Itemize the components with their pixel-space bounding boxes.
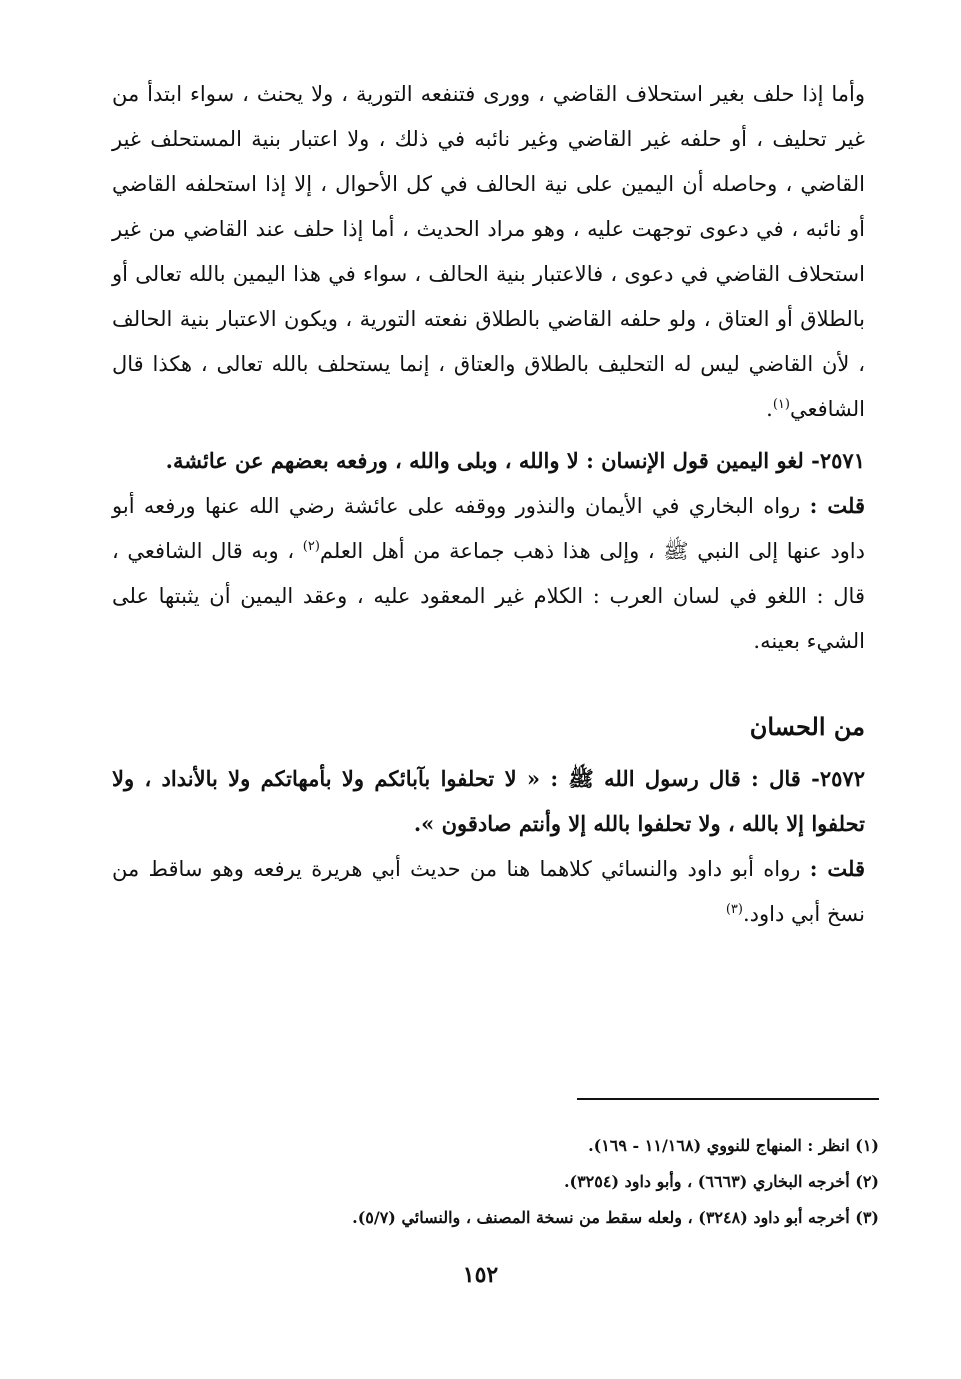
commentary-2571-text-b: ، وبه قال الشافعي ، قال : اللغو في لسان العرب : الكلام غير المعقود عليه ، وعقد اليمين أن يثبتها على الشيء بعينه. xyxy=(112,539,865,653)
commentary-2571-text-a: رواه البخاري في الأيمان والنذور ووقفه على عائشة رضي الله عنها ورفعه أبو داود عنها إلى النبي ﷺ ، وإلى هذا ذهب جماعة من أهل العلم xyxy=(112,494,865,563)
footnote-1: (١) انظر : المنهاج للنووي (١١/١٦٨ - ١٦٩). xyxy=(588,1136,879,1155)
commentary-2572-text: رواه أبو داود والنسائي كلاهما هنا من حديث أبي هريرة يرفعه وهو ساقط من نسخ أبي داود. xyxy=(112,857,865,926)
paragraph-intro-text: وأما إذا حلف بغير استحلاف القاضي ، وورى فتنفعه التورية ، ولا يحنث ، سواء ابتدأ من غير تحليف ، أو حلفه غير القاضي وغير نائبه في ذلك ، ولا اعتبار بنية المستحلف غير القاضي ، وحاصله أن اليمين على نية الحالف في كل الأحوال ، إلا إذا استحلفه القاضي أو نائبه ، في دعوى توجهت عليه ، وهو مراد الحديث ، أما إذا حلف عند القاضي من غير استحلاف القاضي في دعوى ، فالاعتبار بنية الحالف ، سواء في هذا اليمين بالله تعالى أو بالطلاق أو العتاق ، ولو حلفه القاضي بالطلاق نفعته التورية ، ويكون الاعتبار بنية الحالف ، لأن القاضي ليس له التحليف بالطلاق والعتاق ، إنما يستحلف بالله تعالى ، هكذا قال الشافعي xyxy=(112,82,865,421)
footnote-divider xyxy=(577,1098,879,1100)
paragraph-intro xyxy=(112,72,865,432)
section-title: من الحسان xyxy=(749,712,865,741)
qult-label: قلت : xyxy=(809,493,865,518)
footnotes xyxy=(112,1128,879,1236)
footnote-2: (٢) أخرجه البخاري (٦٦٦٣) ، وأبو داود (٣٢٥٤). xyxy=(563,1172,879,1191)
footnote-ref-3: (٣) xyxy=(725,902,743,917)
footnote-ref-2: (٢) xyxy=(302,539,320,554)
commentary-2571 xyxy=(112,483,865,664)
footnote-ref-1: (١) xyxy=(772,397,790,412)
hadith-2572: ٢٥٧٢- قال : قال رسول الله ﷺ : « لا تحلفوا بآبائكم ولا بأمهاتكم ولا بالأنداد ، ولا تحلفوا إلا بالله ، ولا تحلفوا بالله إلا وأنتم صادقون ». xyxy=(112,766,865,836)
footnote-3: (٣) أخرجه أبو داود (٣٢٤٨) ، ولعله سقط من نسخة المصنف ، والنسائي (٥/٧). xyxy=(352,1208,879,1227)
paragraph-intro-end: . xyxy=(766,397,773,421)
qult-label: قلت : xyxy=(809,856,865,881)
commentary-2572 xyxy=(112,846,865,937)
hadith-2571: ٢٥٧١- لغو اليمين قول الإنسان : لا والله ، وبلى والله ، ورفعه بعضهم عن عائشة. xyxy=(165,448,865,473)
page-number: ١٥٢ xyxy=(462,1262,499,1288)
